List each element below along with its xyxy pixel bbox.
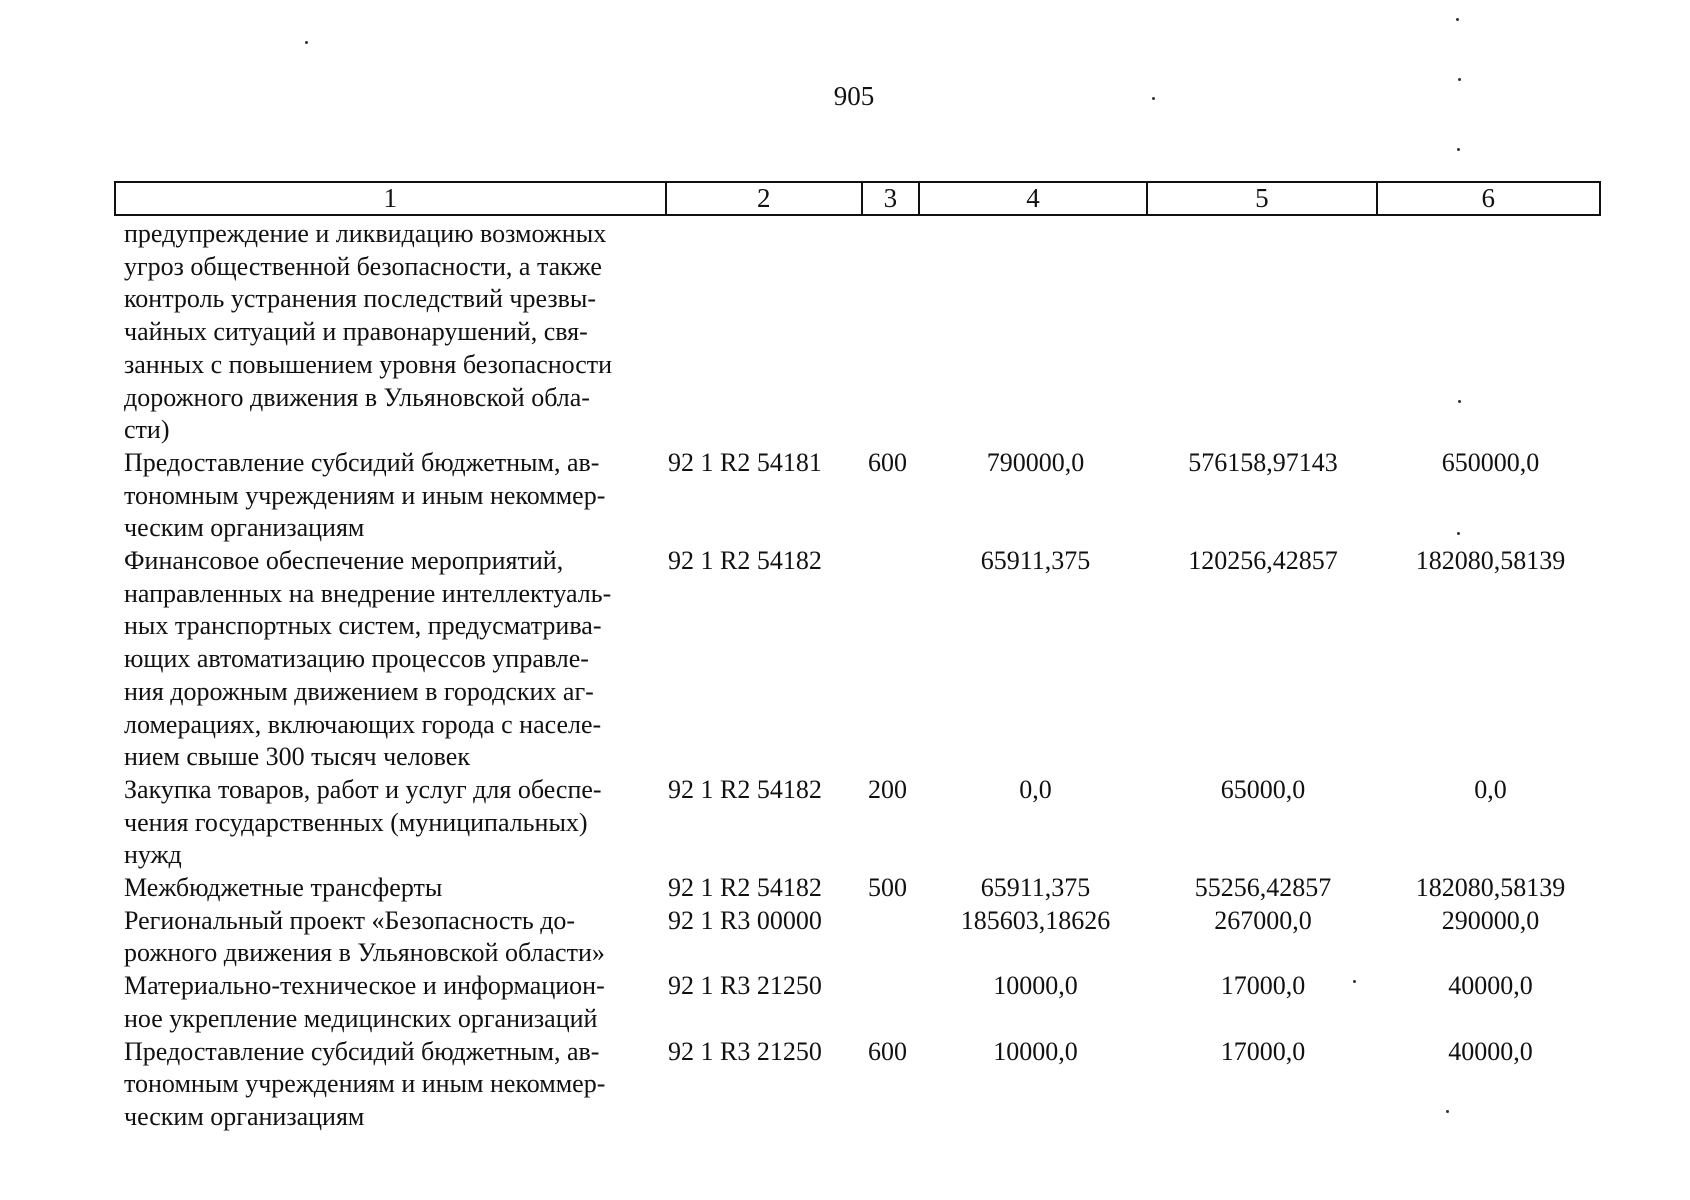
scan-speck xyxy=(1457,148,1460,151)
row-code: 92 1 R3 00000 xyxy=(668,905,822,935)
table-row xyxy=(124,774,1604,872)
row-description: Межбюджетные трансферты xyxy=(124,873,443,903)
row-value-6: 290000,0 xyxy=(1441,905,1540,935)
row-value-5: 120256,42857 xyxy=(1188,546,1338,576)
table-body xyxy=(124,218,1604,1134)
scan-speck xyxy=(305,41,308,44)
row-value-6: 182080,58139 xyxy=(1415,546,1566,576)
row-value-6: 0,0 xyxy=(1474,774,1507,804)
table-row xyxy=(124,1036,1604,1134)
scan-speck xyxy=(1353,980,1356,983)
scan-speck xyxy=(1458,78,1461,81)
scan-speck xyxy=(1446,1110,1449,1113)
row-description: предупреждение и ликвидацию возможных угроз общественной безопасности, а также контроль устранения последствий чрезвы- чайных ситуаций и правонарушений, свя- занных с повышением уровня безопасности дорожного движения в Ульяновской обла- сти) xyxy=(124,219,613,445)
row-code: 92 1 R2 54182 xyxy=(668,774,822,804)
table-row xyxy=(124,447,1604,545)
scan-speck xyxy=(1457,532,1460,535)
row-value-5: 17000,0 xyxy=(1220,971,1306,1001)
page-number: 905 xyxy=(833,81,875,111)
row-type: 600 xyxy=(868,1036,907,1066)
row-value-6: 40000,0 xyxy=(1448,971,1533,1001)
row-code: 92 1 R2 54181 xyxy=(668,447,822,477)
table-row xyxy=(124,905,1604,970)
row-value-5: 267000,0 xyxy=(1214,905,1312,935)
row-value-4: 0,0 xyxy=(1019,774,1052,804)
row-type: 200 xyxy=(868,774,907,804)
header-col-5: 5 xyxy=(1148,183,1377,214)
row-description: Предоставление субсидий бюджетным, ав- тономным учреждениям и иным некоммер- ческим организациям xyxy=(124,1036,606,1131)
row-description: Материально-техническое и информацион- ное укрепление медицинских организаций xyxy=(124,971,605,1033)
row-value-4: 185603,18626 xyxy=(960,905,1111,935)
header-col-1: 1 xyxy=(116,183,667,214)
table-row xyxy=(124,872,1604,905)
row-value-4: 65911,375 xyxy=(980,873,1091,903)
row-type: 600 xyxy=(868,447,907,477)
header-col-2: 2 xyxy=(667,183,863,214)
row-value-6: 182080,58139 xyxy=(1415,873,1566,903)
header-col-6: 6 xyxy=(1481,183,1496,213)
row-description: Предоставление субсидий бюджетным, ав- тономным учреждениям и иным некоммер- ческим организациям xyxy=(124,447,606,543)
row-type: 500 xyxy=(868,873,907,903)
row-description: Региональный проект «Безопасность до- рожного движения в Ульяновской области» xyxy=(124,905,605,968)
row-description: Финансовое обеспечение мероприятий, направленных на внедрение интеллектуаль- ных транспортных систем, предусматрива- ющих автоматизацию процессов управле- ния дорожным движением в городских аг- ломерациях, включающих города с населе- нием свыше 300 тысяч человек xyxy=(124,546,612,772)
header-col-4: 4 xyxy=(920,183,1148,214)
row-value-4: 65911,375 xyxy=(980,546,1091,576)
row-value-4: 10000,0 xyxy=(993,971,1078,1001)
row-value-5: 17000,0 xyxy=(1220,1036,1306,1066)
row-value-5: 55256,42857 xyxy=(1194,873,1332,903)
row-value-5: 65000,0 xyxy=(1220,774,1306,804)
row-value-6: 650000,0 xyxy=(1441,447,1540,477)
scan-speck xyxy=(1458,400,1461,403)
row-code: 92 1 R3 21250 xyxy=(668,971,822,1001)
scan-speck xyxy=(1152,97,1155,100)
table-row xyxy=(124,545,1604,774)
row-value-4: 790000,0 xyxy=(986,447,1085,477)
row-description: Закупка товаров, работ и услуг для обеспе- чения государственных (муниципальных) нужд xyxy=(124,774,602,870)
scan-speck xyxy=(1456,18,1459,21)
row-code: 92 1 R2 54182 xyxy=(668,546,822,576)
row-code: 92 1 R2 54182 xyxy=(668,873,822,903)
row-value-5: 576158,97143 xyxy=(1188,447,1338,477)
row-value-6: 40000,0 xyxy=(1448,1036,1533,1066)
table-row xyxy=(124,218,1604,447)
row-value-4: 10000,0 xyxy=(993,1036,1078,1066)
header-col-3: 3 xyxy=(863,183,920,214)
table-header xyxy=(114,181,1601,216)
row-code: 92 1 R3 21250 xyxy=(668,1036,822,1066)
table-row xyxy=(124,970,1604,1035)
